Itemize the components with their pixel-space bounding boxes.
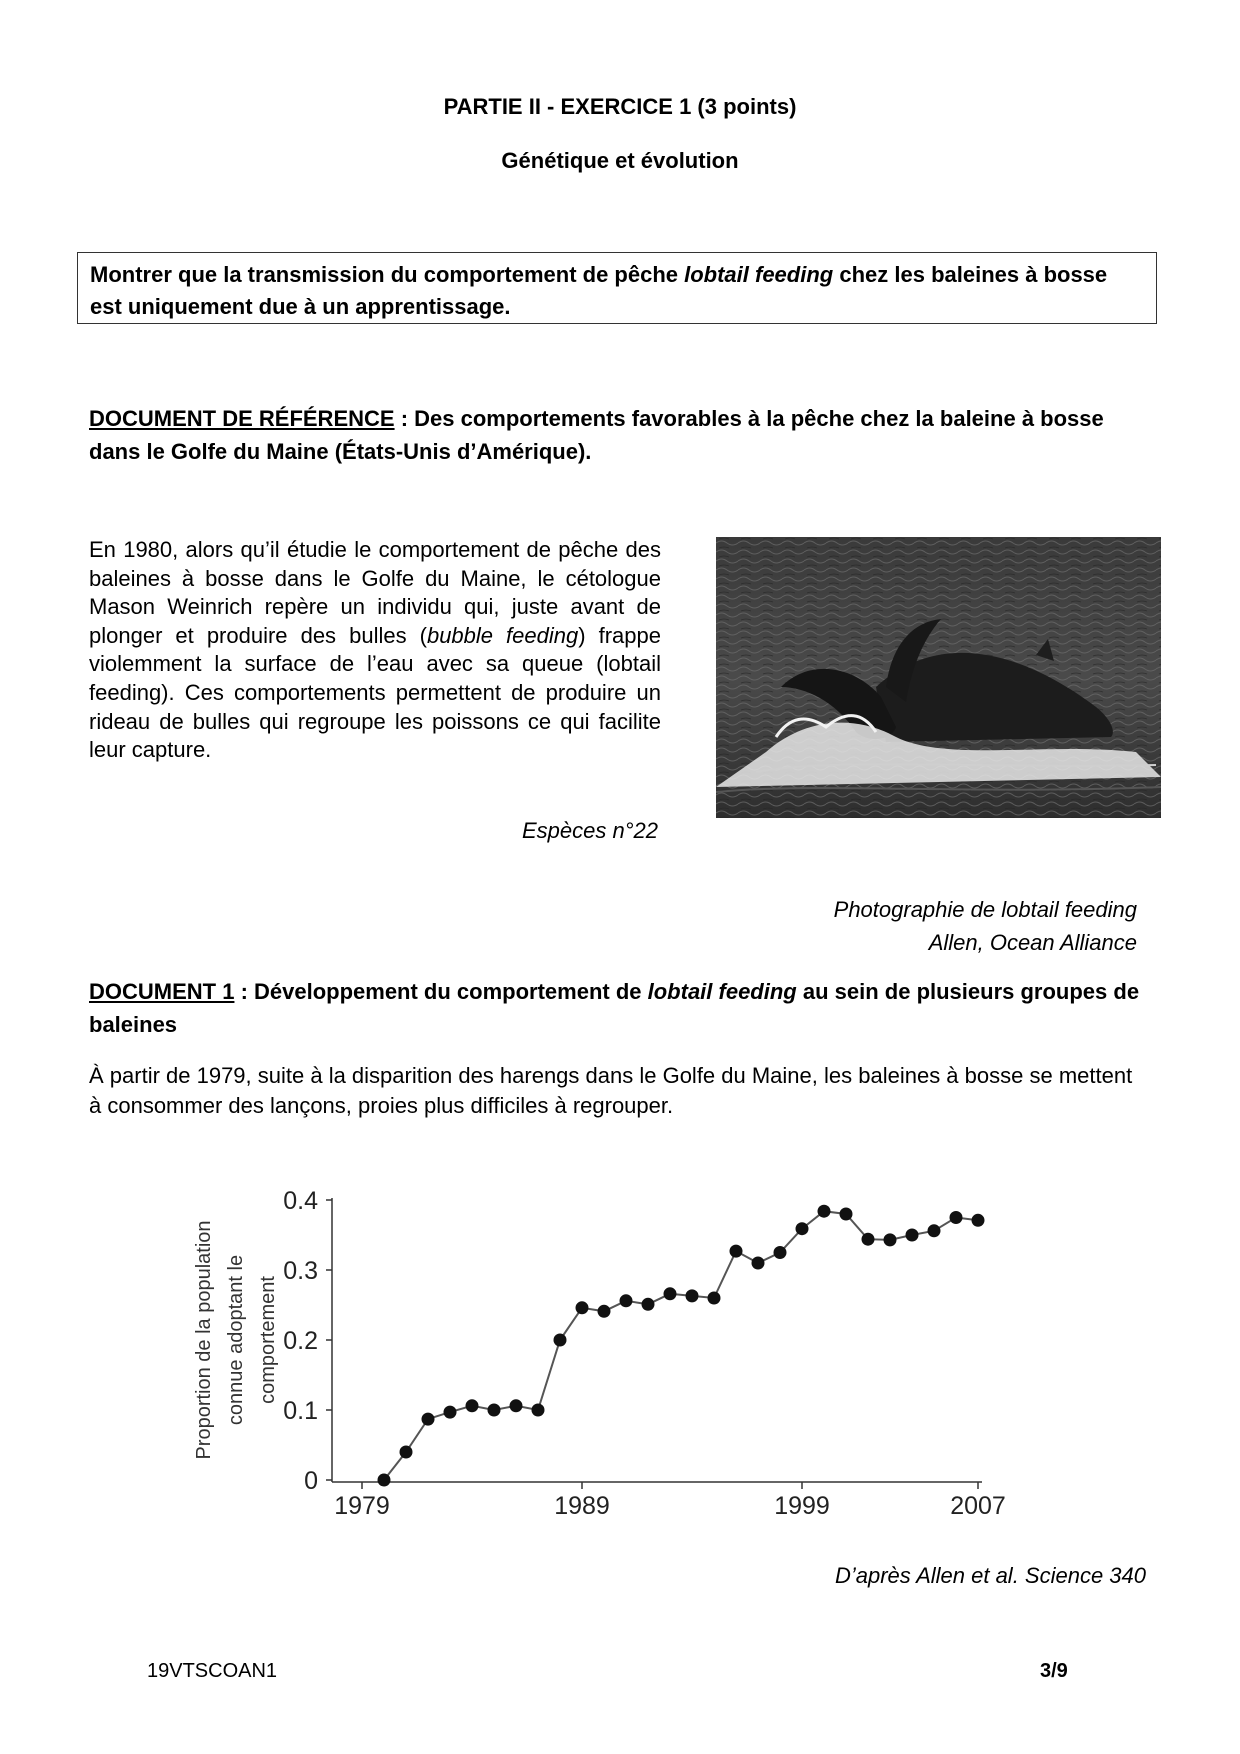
- chart-data-point: [928, 1224, 941, 1237]
- chart-data-point: [532, 1404, 545, 1417]
- document1-italic: lobtail feeding: [647, 979, 797, 1004]
- document1-source: D’après Allen et al. Science 340: [834, 1563, 1146, 1588]
- chart-y-tick-label: 0.3: [283, 1257, 318, 1285]
- document1-heading: [89, 975, 1149, 1041]
- chart-data-point: [598, 1305, 611, 1318]
- chart-data-point: [620, 1294, 633, 1307]
- reference-document-text: : Des comportements favorables à la pêche chez la baleine à bosse dans le Golfe du Maine (États-Unis d’Amérique).: [89, 406, 1104, 464]
- document1-intro: À partir de 1979, suite à la disparition des harengs dans le Golfe du Maine, les baleines à bosse se mettent à consommer des lançons, proies plus difficiles à regrouper.: [89, 1063, 1133, 1118]
- task-text-italic: lobtail feeding: [684, 262, 834, 287]
- chart-y-label-line: Proportion de la population: [193, 1220, 215, 1460]
- reference-paragraph: [89, 536, 661, 765]
- exercise-subtitle: Génétique et évolution: [501, 148, 739, 173]
- chart-data-point: [554, 1334, 567, 1347]
- chart-data-point: [884, 1233, 897, 1246]
- reference-paragraph-part1: En 1980, alors qu’il étudie le comportement de pêche des baleines à bosse dans le Golfe du Maine, le cétologue Mason Weinrich repère un individu qui, juste avant de plonger et produire des bulles (: [89, 537, 661, 648]
- document1-text2: au sein de plusieurs groupes de baleines: [89, 979, 1140, 1037]
- document1-text1: : Développement du comportement de: [234, 979, 648, 1004]
- chart-y-tick-label: 0: [304, 1467, 318, 1495]
- footer-code: 19VTSCOAN1: [147, 1660, 278, 1682]
- reference-document-label: DOCUMENT DE RÉFÉRENCE: [89, 406, 395, 431]
- chart-series-line: [384, 1211, 978, 1480]
- chart-data-point: [906, 1229, 919, 1242]
- chart-data-point: [400, 1446, 413, 1459]
- task-text-part2: chez les baleines à bosse est uniquement due à un apprentissage.: [90, 262, 1108, 319]
- chart-data-point: [840, 1208, 853, 1221]
- chart-data-point: [950, 1211, 963, 1224]
- exercise-title: PARTIE II - EXERCICE 1 (3 points): [443, 94, 797, 119]
- chart-data-point: [972, 1214, 985, 1227]
- chart-y-label-line: comportement: [257, 1276, 279, 1404]
- lobtail-feeding-chart: [190, 1180, 1020, 1520]
- chart-x-tick-label: 1979: [334, 1492, 390, 1520]
- reference-source: Espèces n°22: [522, 818, 658, 843]
- chart-data-point: [510, 1399, 523, 1412]
- chart-y-tick-label: 0.4: [283, 1187, 318, 1215]
- chart-data-point: [818, 1205, 831, 1218]
- chart-points: [378, 1205, 985, 1487]
- photo-caption: Photographie de lobtail feeding: [833, 897, 1137, 922]
- chart-y-label-line: connue adoptant le: [225, 1254, 247, 1426]
- task-box: [77, 252, 1157, 324]
- reference-paragraph-italic: bubble feeding: [426, 622, 579, 648]
- chart-y-tick-label: 0.2: [283, 1327, 318, 1355]
- photo-credit: Allen, Ocean Alliance: [928, 930, 1137, 955]
- chart-data-point: [576, 1301, 589, 1314]
- chart-data-point: [642, 1298, 655, 1311]
- task-text-part1: Montrer que la transmission du comportement de pêche: [90, 262, 685, 287]
- chart-data-point: [862, 1233, 875, 1246]
- reference-paragraph-part2: ) frappe violemment la surface de l’eau avec sa queue (lobtail feeding). Ces comportements permettent de produire un rideau de bulles qui regroupe les poissons ce qui facilite leur capture.: [89, 622, 661, 763]
- chart-data-point: [752, 1257, 765, 1270]
- chart-data-point: [774, 1246, 787, 1259]
- chart-x-tick-label: 1999: [774, 1492, 830, 1520]
- chart-data-point: [686, 1289, 699, 1302]
- chart-data-point: [378, 1474, 391, 1487]
- chart-data-point: [444, 1406, 457, 1419]
- chart-data-point: [730, 1245, 743, 1258]
- chart-x-tick-label: 2007: [950, 1492, 1006, 1520]
- chart-y-axis-label: [193, 1220, 279, 1459]
- chart-data-point: [664, 1287, 677, 1300]
- whale-tail-photograph: [716, 537, 1161, 818]
- chart-data-point: [488, 1404, 501, 1417]
- reference-document-heading: [89, 402, 1149, 468]
- chart-x-tick-label: 1989: [554, 1492, 610, 1520]
- chart-data-point: [466, 1399, 479, 1412]
- chart-y-tick-label: 0.1: [283, 1397, 318, 1425]
- footer-page-number: 3/9: [1040, 1660, 1068, 1682]
- chart-data-point: [796, 1222, 809, 1235]
- chart-data-point: [708, 1292, 721, 1305]
- chart-data-point: [422, 1413, 435, 1426]
- document1-label: DOCUMENT 1: [89, 979, 235, 1004]
